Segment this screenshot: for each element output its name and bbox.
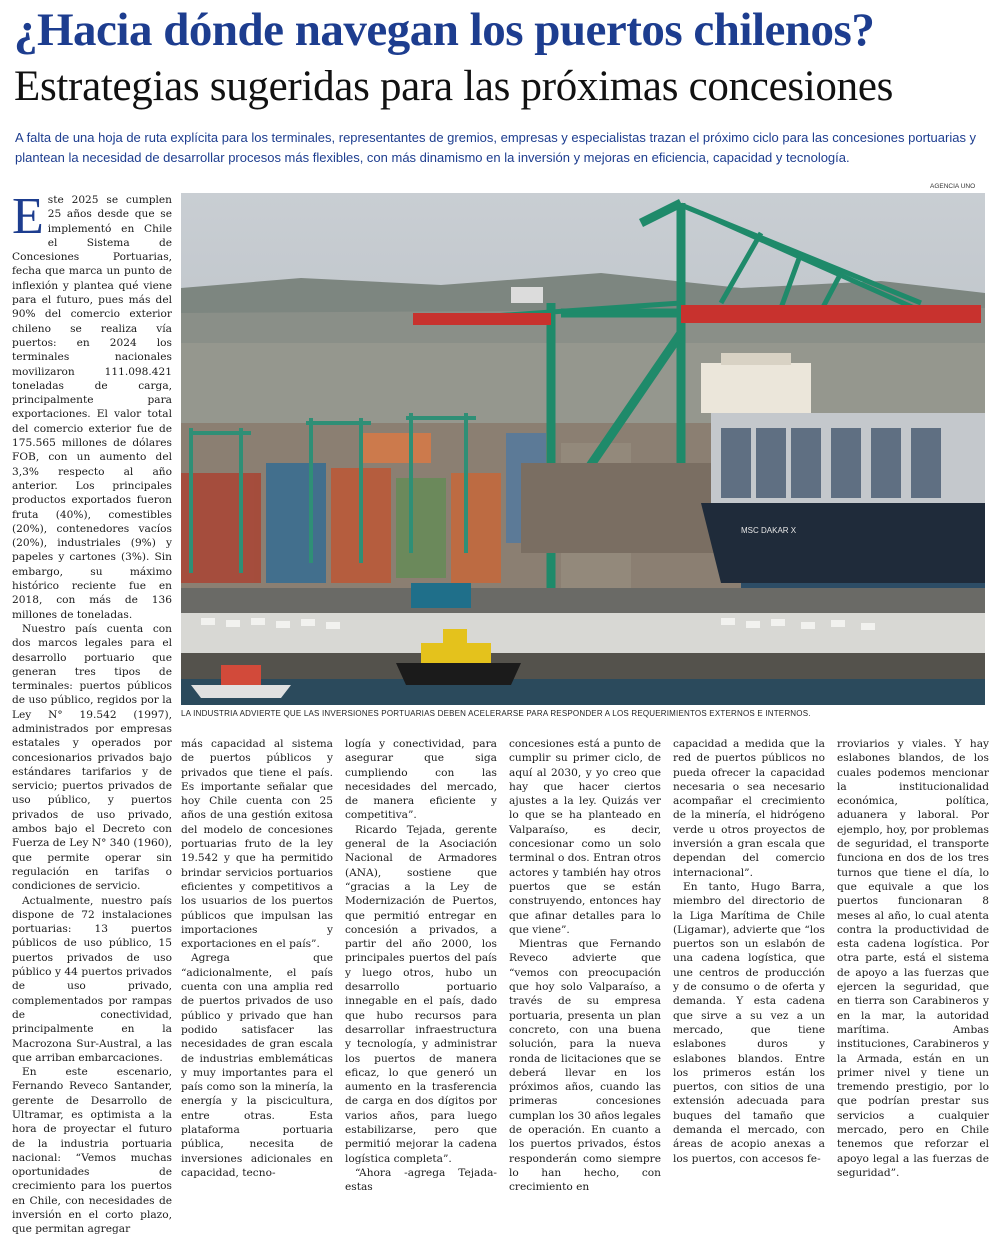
paragraph: Actualmente, nuestro país dispone de 72 instalaciones portuarias: 13 puertos públicos de uso público, 15 puertos privados de uso público y 44 puertos privados de uso privado, complementados por rampas de conectividad, principalmente en la Macrozona Sur-Austral, a las que arriban embarcaciones. (12, 894, 172, 1064)
article-column-3 (345, 737, 497, 1194)
paragraph: logía y conectividad, para asegurar que siga cumpliendo con las necesidades del mercado, de manera eficiente y competitiva”. (345, 738, 497, 822)
article-column-4 (509, 737, 661, 1194)
photo-credit: AGENCIA UNO (930, 183, 976, 190)
headline-title: ¿Hacia dónde navegan los puertos chilenos? (14, 4, 875, 56)
paragraph: más capacidad al sistema de puertos públicos y privados que tiene el país. Es importante señalar que hoy Chile cuenta con 25 años de una gestión exitosa del modelo de concesiones portuarias fruto de la ley 19.542 y que ha permitido brindar servicios portuarios eficientes y competitivos a los usuarios de los puertos públicos que impulsan las importaciones y exportaciones en el país”. (181, 738, 333, 951)
drop-cap: E (12, 188, 44, 245)
paragraph: concesiones está a punto de cumplir su primer ciclo, de aquí al 2030, y yo creo que hay que hacer ciertos ajustes a la ley. Quizás ver lo que se ha planteado en Valparaíso, es decir, concesionar como un solo terminal o dos. Entran otros actores y también hay otros puertos que se están construyendo, entonces hay que afinar detalles para lo que viene”. (509, 738, 661, 936)
article-column-2 (181, 737, 333, 1179)
article-column-1 (12, 188, 172, 1236)
headline-subtitle: Estrategias sugeridas para las próximas concesiones (14, 63, 894, 110)
port-photo (181, 193, 985, 705)
paragraph: “Ahora -agrega Tejada- estas (345, 1166, 497, 1194)
article-column-6 (837, 737, 989, 1179)
paragraph: En tanto, Hugo Barra, miembro del directorio de la Liga Marítima de Chile (Ligamar), advierte que “los puertos son un eslabón de una cadena logística, que une centros de producción y de consumo o de oferta y demanda. Y esta cadena que sirve a su vez a un mercado, que tiene eslabones duros y eslabones blandos. Entre los primeros están los puertos, con sitios de una extensión adecuada para buques del tamaño que demanda el mercado, con áreas de acopio anexas a los puertos, con accesos fe- (673, 880, 825, 1165)
lead-paragraph: A falta de una hoja de ruta explícita para los terminales, representantes de gremios, empresas y especialistas trazan el próximo ciclo para las concesiones portuarias y plantean la necesidad de desarrollar procesos más flexibles, con más dinamismo en la inversión y mejoras en eficiencia, capacidad y tecnología. (15, 130, 977, 165)
paragraph: Nuestro país cuenta con dos marcos legales para el desarrollo portuario que generan tres tipos de terminales: puertos públicos de uso público, regidos por la Ley N° 19.542 (1997), administrados por empresas estatales y operados por concesionarios privados bajo estándares tarifarios y de servicio; puertos privados de uso público, y puertos privados de uso privado, ambos bajo el Decreto con Fuerza de Ley N° 340 (1960), que permite operar sin regulación en tarifas o condiciones de servicio. (12, 622, 172, 893)
paragraph: En este escenario, Fernando Reveco Santander, gerente de Desarrollo de Ultramar, es optimista a la hora de proyectar el futuro de la industria portuaria nacional: “Vemos muchas oportunidades de crecimiento para los puertos en Chile, con necesidades de inversión en el corto plazo, que permitan agregar (12, 1066, 172, 1236)
paragraph: rroviarios y viales. Y hay eslabones blandos, de los cuales podemos mencionar la institucionalidad económica, política, aduanera y laboral. Por ejemplo, hoy, por problemas de seguridad, el transporte funciona en dos de los tres turnos que tiene el día, lo que equivale a que los puertos funcionaran 8 meses al año, lo cual atenta contra la productividad de esta cadena logística. Por otra parte, está el sistema de apoyo a las fuerzas que ejercen la seguridad, que en tierra son Carabineros y en la mar, la autoridad marítima. Ambas instituciones, Carabineros y la Armada, están en un primer nivel y tiene un tremendo prestigio, por lo que podrían prestar sus servicios a cualquier mercado, pero en Chile tenemos que reforzar el apoyo legal a las fuerzas de seguridad”. (837, 738, 989, 1179)
paragraph: Mientras que Fernando Reveco advierte que “vemos con preocupación que hoy solo Valparaíso, a través de su empresa portuaria, presenta un plan concreto, con una buena solución, para la nueva ronda de licitaciones que se deberá llevar en los próximos años, cuando las primeras concesiones cumplan los 30 años legales de operación. En cuanto a los puertos privados, éstos responderán como siempre lo han hecho, con crecimiento en (509, 938, 661, 1194)
article-column-5 (673, 737, 825, 1165)
ship-name: MSC DAKAR X (741, 526, 797, 535)
paragraph: Agrega que “adicionalmente, el país cuenta con una amplia red de puertos privados de uso público y privado que han podido satisfacer las necesidades de gran escala de industrias emblemáticas y muy importantes para el país como son la minería, la energía y la piscicultura, entre otras. Esta plataforma portuaria pública, necesita de inversiones adicionales en capacidad, tecno- (181, 952, 333, 1179)
photo-caption: LA INDUSTRIA ADVIERTE QUE LAS INVERSIONES PORTUARIAS DEBEN ACELERARSE PARA RESPONDER A LOS REQUERIMIENTOS EXTERNOS E INTERNOS. (181, 709, 811, 718)
paragraph: Ricardo Tejada, gerente general de la Asociación Nacional de Armadores (ANA), sostiene que “gracias a la Ley de Modernización de Puertos, que permitió entregar en concesión a privados, a partir del año 2000, los principales puertos del país y luego otros, hubo un desarrollo portuario innegable en el país, dado que hubo recursos para desarrollar infraestructura y tecnología, y administrar los puertos de manera eficaz, lo que generó un aumento en la trasferencia de carga en dos dígitos por varios años, para luego estabilizarse, pero que permitió mejorar la cadena logística completa”. (345, 823, 497, 1165)
paragraph: ste 2025 se cumplen 25 años desde que se implementó en Chile el Sistema de Concesiones Portuarias, fecha que marca un punto de inflexión y plantea qué viene para el futuro, pues más del 90% del comercio exterior chileno se realiza vía puertos: en 2024 los terminales nacionales movilizaron 111.098.421 toneladas de carga, principalmente para exportaciones. El valor total del comercio exterior fue de 175.565 millones de dólares FOB, con un aumento del 3,3% respecto al año anterior. Los principales productos exportados fueron fruta (40%), comestibles (20%), contenedores vacíos (20%), industriales (9%) y papeles y cartones (3%). Sin embargo, su máximo histórico reciente fue en 2018, con más de 136 millones de toneladas. (12, 194, 172, 621)
paragraph: capacidad a medida que la red de puertos públicos no pueda ofrecer la capacidad necesaria o sea necesario acompañar el crecimiento de la minería, el hidrógeno verde u otros proyectos de inversión a gran escala que dependan del comercio internacional”. (673, 738, 825, 879)
